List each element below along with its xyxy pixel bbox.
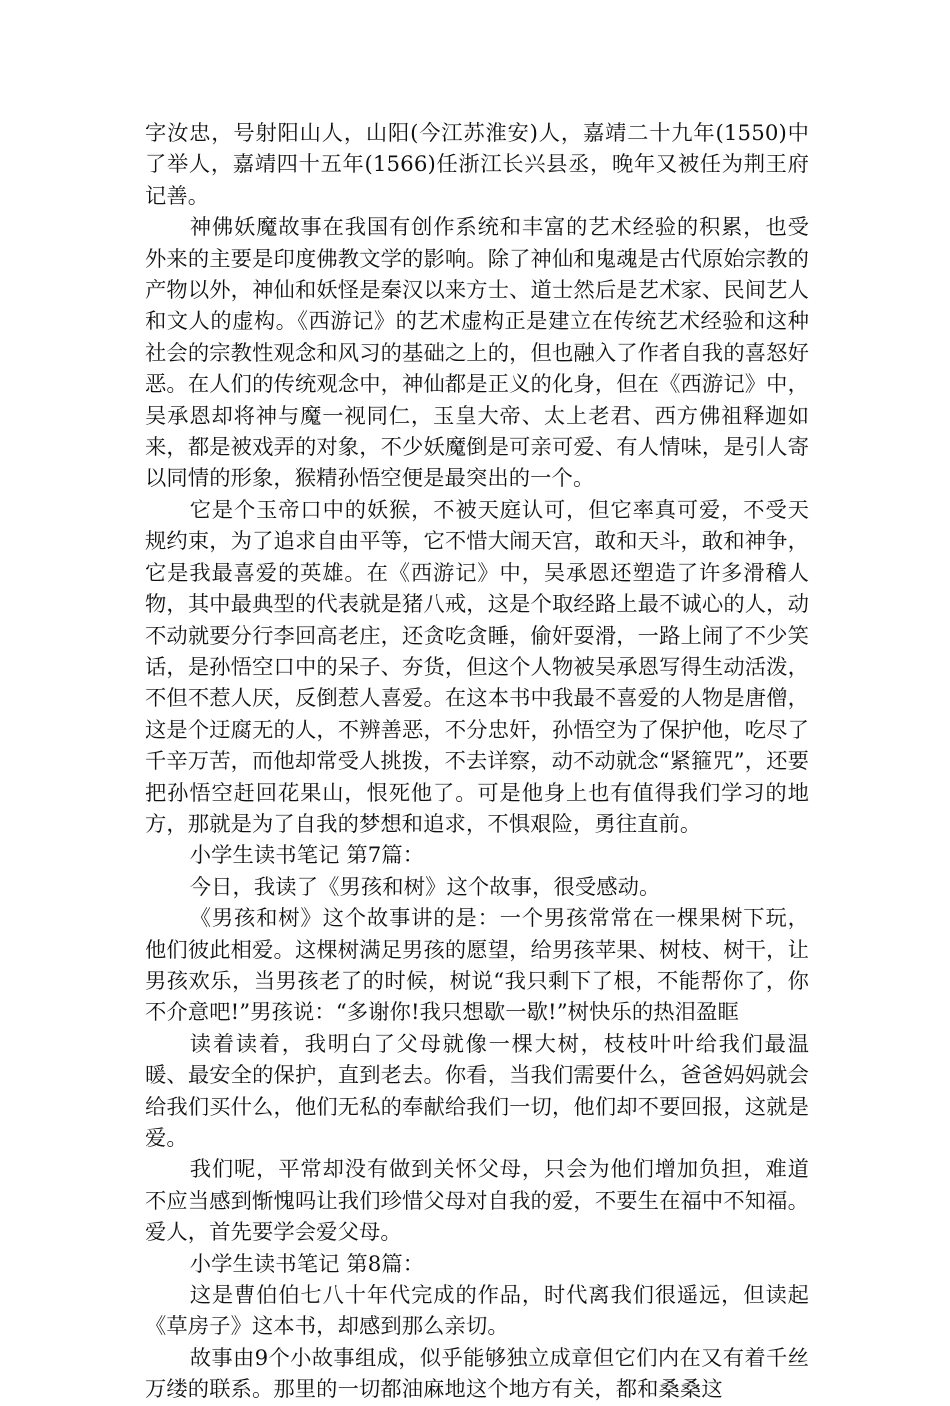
paragraph-monkey-king: 它是个玉帝口中的妖猴，不被天庭认可，但它率真可爱，不受天规约束，为了追求自由平等，它不惜大闹天宫，敢和天斗，敢和神争，它是我最喜爱的英雄。在《西游记》中，吴承恩还塑造了许多滑稽人物，其中最典型的代表就是猪八戒，这是个取经路上最不诚心的人，动不动就要分行李回高老庄，还贪吃贪睡，偷奸耍滑，一路上闹了不少笑话，是孙悟空口中的呆子、夯货，但这个人物被吴承恩写得生动活泼，不但不惹人厌，反倒惹人喜爱。在这本书中我最不喜爱的人物是唐僧，这是个迂腐无的人，不辨善恶，不分忠奸，孙悟空为了保护他，吃尽了千辛万苦，而他却常受人挑拨，不去详察，动不动就念“紧箍咒”，还要把孙悟空赶回花果山，恨死他了。可是他身上也有值得我们学习的地方，那就是为了自我的梦想和追求，不惧艰险，勇往直前。 <box>145 497 809 837</box>
section-heading-7: 小学生读书笔记 第7篇： <box>189 843 425 869</box>
document-page <box>145 118 809 1406</box>
paragraph-parents-tree: 读着读着，我明白了父母就像一棵大树，枝枝叶叶给我们最温暖、最安全的保护，直到老去。你看，当我们需要什么，爸爸妈妈就会给我们买什么，他们无私的奉献给我们一切，他们却不要回报，这就是爱。 <box>145 1031 809 1151</box>
paragraph-author-bio: 字汝忠，号射阳山人，山阳(今江苏淮安)人，嘉靖二十九年(1550)中了举人，嘉靖四十五年(1566)任浙江长兴县丞，晚年又被任为荆王府记善。 <box>145 121 809 209</box>
paragraph-straw-house-stories: 故事由9个小故事组成，似乎能够独立成章但它们内在又有着千丝万缕的联系。那里的一切都油麻地这个地方有关，都和桑桑这 <box>145 1345 809 1403</box>
section-heading-8: 小学生读书笔记 第8篇： <box>189 1251 425 1277</box>
paragraph-boy-and-tree-intro: 今日，我读了《男孩和树》这个故事，很受感动。 <box>189 874 661 900</box>
paragraph-love-parents: 我们呢，平常却没有做到关怀父母，只会为他们增加负担，难道不应当感到惭愧吗让我们珍惜父母对自我的爱，不要生在福中不知福。爱人，首先要学会爱父母。 <box>145 1157 809 1246</box>
paragraph-straw-house-intro: 这是曹伯伯七八十年代完成的作品，时代离我们很遥远，但读起《草房子》这本书，却感到那么亲切。 <box>145 1283 809 1340</box>
paragraph-boy-and-tree-story: 《男孩和树》这个故事讲的是：一个男孩常常在一棵果树下玩，他们彼此相爱。这棵树满足男孩的愿望，给男孩苹果、树枝、树干，让男孩欢乐，当男孩老了的时候，树说“我只剩下了根，不能帮你了，你不介意吧!”男孩说：“多谢你!我只想歇一歇!”树快乐的热泪盈眶 <box>145 906 809 1026</box>
paragraph-gods-and-demons: 神佛妖魔故事在我国有创作系统和丰富的艺术经验的积累，也受外来的主要是印度佛教文学的影响。除了神仙和鬼魂是古代原始宗教的产物以外，神仙和妖怪是秦汉以来方士、道士然后是艺术家、民间艺人和文人的虚构。《西游记》的艺术虚构正是建立在传统艺术经验和这种社会的宗教性观念和风习的基础之上的，但也融入了作者自我的喜怒好恶。在人们的传统观念中，神仙都是正义的化身，但在《西游记》中，吴承恩却将神与魔一视同仁，玉皇大帝、太上老君、西方佛祖释迦如来，都是被戏弄的对象，不少妖魔倒是可亲可爱、有人情味，是引人寄以同情的形象，猴精孙悟空便是最突出的一个。 <box>145 215 809 492</box>
